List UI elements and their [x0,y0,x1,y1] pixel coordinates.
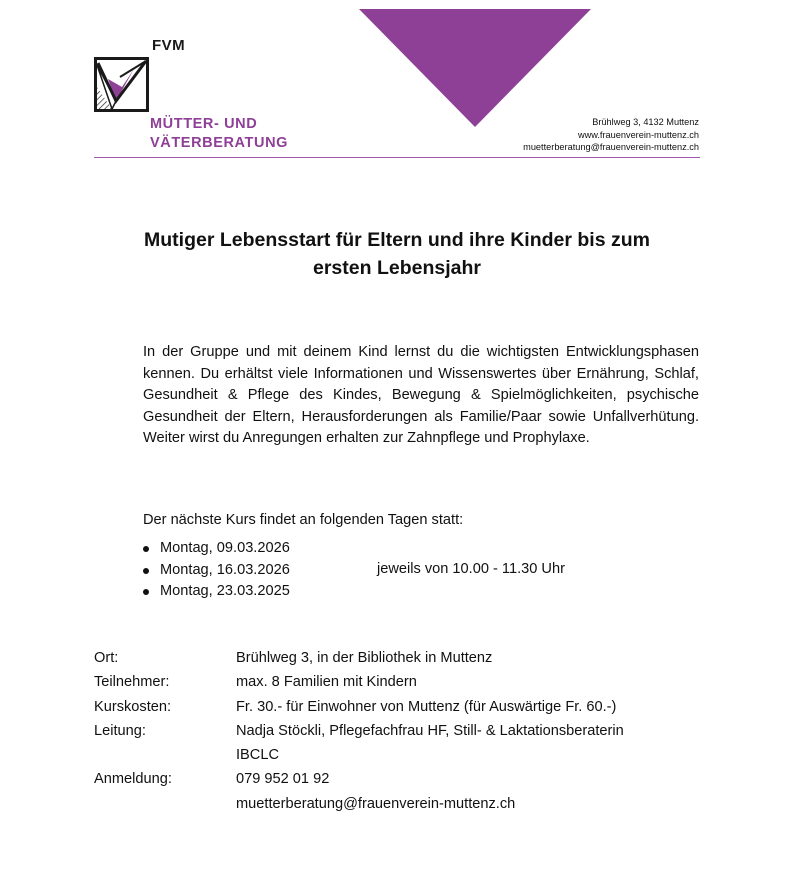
address-website[interactable]: www.frauenverein-muttenz.ch [577,129,699,140]
title-line-2: ersten Lebensjahr [313,257,481,279]
detail-value: Brühlweg 3, in der Bibliothek in Muttenz [236,650,493,666]
intro-paragraph: In der Gruppe und mit deinem Kind lernst du die wichtigsten Entwicklungsphasen kennen. Du erhältst viele Informationen und Wissenswertes über Ernährung, Schlaf, Gesundheit & Pflege des Kindes, Bewegung & Spielmöglichkeiten, psychische Gesundheit der Eltern, Herausforderungen als Familie/Paar sowie Unfallverhütung. Weiter wirst du Anregungen erhalten zur Zahnpflege und Prophylaxe. [143,344,699,446]
detail-label: Ort: [94,650,119,666]
date-text: Montag, 09.03.2026 [160,540,290,556]
detail-label: Leitung: [94,722,146,739]
page-title [94,226,700,282]
date-text: Montag, 16.03.2026 [160,561,290,578]
header-address [523,116,699,154]
date-item [142,581,290,603]
fvm-logo [94,37,304,157]
date-list [142,538,290,603]
detail-row-anmeldung [94,767,700,816]
leitung-line-1: Nadja Stöckli, Pflegefachfrau HF, Still- & Laktationsberaterin [236,722,624,739]
detail-value [236,719,700,768]
detail-label: Teilnehmer: [94,674,170,691]
title-line-1: Mutiger Lebensstart für Eltern und ihre Kinder bis zum [144,229,650,251]
course-time: jeweils von 10.00 - 11.30 Uhr [377,561,565,577]
detail-value: max. 8 Familien mit Kindern [236,674,417,691]
detail-label: Kurskosten: [94,698,172,715]
detail-row-ort [94,646,700,670]
logo-line-2: VÄTERBERATUNG [150,135,289,151]
header-divider [94,157,700,158]
address-email[interactable]: muetterberatung@frauenverein-muttenz.ch [523,142,699,152]
logo-line-1: MÜTTER- UND [150,116,258,132]
anmeldung-phone[interactable]: 079 952 01 92 [236,771,330,788]
detail-value: Fr. 30.- für Einwohner von Muttenz (für Auswärtige Fr. 60.-) [236,698,617,715]
leitung-line-2: IBCLC [236,747,279,764]
schedule-heading: Der nächste Kurs findet an folgenden Tagen statt: [143,512,464,528]
course-details [94,646,700,816]
bullet-icon [143,546,149,552]
detail-label: Anmeldung: [94,771,172,788]
bullet-icon [143,568,149,574]
detail-value [236,767,700,816]
detail-row-teilnehmer [94,670,700,694]
bullet-icon [143,589,149,595]
date-item [142,560,290,582]
logo-abbreviation: FVM [152,37,186,54]
detail-row-kosten [94,695,700,719]
decorative-triangle [359,9,591,127]
date-item [142,538,290,560]
anmeldung-email[interactable]: muetterberatung@frauenverein-muttenz.ch [236,795,516,812]
checkmark-box-icon [94,57,149,112]
detail-row-leitung [94,719,700,768]
date-text: Montag, 23.03.2025 [160,583,290,599]
address-street: Brühlweg 3, 4132 Muttenz [592,117,699,127]
